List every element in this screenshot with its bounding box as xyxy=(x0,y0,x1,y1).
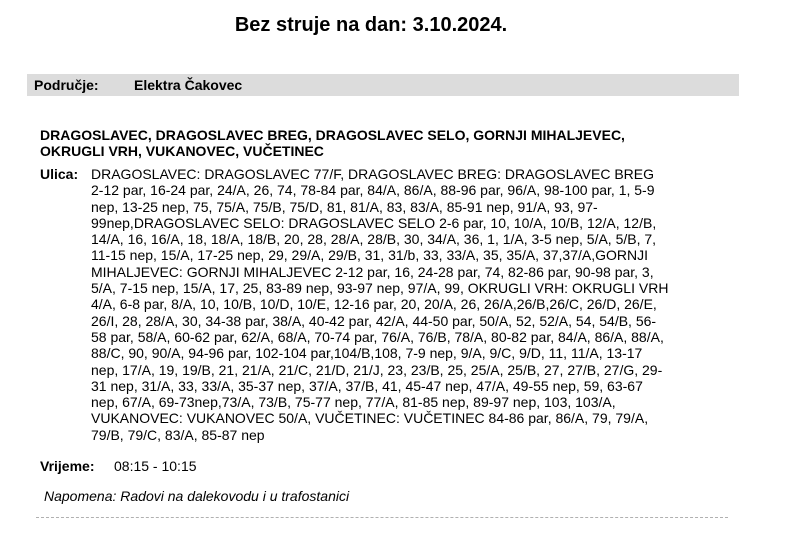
settlements-heading: DRAGOSLAVEC, DRAGOSLAVEC BREG, DRAGOSLAVEC SELO, GORNJI MIHALJEVEC, OKRUGLI VRH, VUKANOVEC, VUČETINEC xyxy=(40,127,625,159)
note-text: Napomena: Radovi na dalekovodu i u trafostanici xyxy=(44,488,350,504)
area-label: Područje: xyxy=(34,77,99,93)
area-bar xyxy=(27,74,739,96)
time-value: 08:15 - 10:15 xyxy=(114,458,197,474)
street-label: Ulica: xyxy=(40,166,79,182)
divider xyxy=(36,517,728,518)
street-list: DRAGOSLAVEC: DRAGOSLAVEC 77/F, DRAGOSLAVEC BREG: DRAGOSLAVEC BREG 2-12 par, 16-24 par, 24/A, 26, 74, 78-84 par, 84/A, 86/A, 88-96 par, 96/A, 98-100 par, 1, 5-9 nep, 13-25 nep, 75, 75/A, 75/B, 75/D, 81, 81/A, 83, 83/A, 85-91 nep, 91/A, 93, 97- 99nep,DRAGOSLAVEC SELO: DRAGOSLAVEC SELO 2-6 par, 10, 10/A, 10/B, 12/A, 12/B, 14/A, 16, 16/A, 18, 18/A, 18/B, 20, 28, 28/A, 28/B, 30, 34/A, 36, 1, 1/A, 3-5 nep, 5/A, 5/B, 7, 11-15 nep, 15/A, 17-25 nep, 29, 29/A, 29/B, 31, 31/b, 33, 33/A, 35, 35/A, 37,37/A,GORNJI MIHALJEVEC: GORNJI MIHALJEVEC 2-12 par, 16, 24-28 par, 74, 82-86 par, 90-98 par, 3, 5/A, 7-15 nep, 15/A, 17, 25, 83-89 nep, 93-97 nep, 97/A, 99, OKRUGLI VRH: OKRUGLI VRH 4/A, 6-8 par, 8/A, 10, 10/B, 10/D, 10/E, 12-16 par, 20, 20/A, 26, 26/A,26/B,26/C, 26/D, 26/E, 26/I, 28, 28/A, 30, 34-38 par, 38/A, 40-42 par, 42/A, 44-50 par, 50/A, 52, 52/A, 54, 54/B, 56- 58 par, 58/A, 60-62 par, 62/A, 68/A, 70-74 par, 76/A, 76/B, 78/A, 80-82 par, 84/A, 86/A, 88/A, 88/C, 90, 90/A, 94-96 par, 102-104 par,104/B,108, 7-9 nep, 9/A, 9/C, 9/D, 11, 11/A, 13-17 nep, 17/A, 19, 19/B, 21, 21/A, 21/C, 21/D, 21/J, 23, 23/B, 25, 25/A, 25/B, 27, 27/B, 27/G, 29- 31 nep, 31/A, 33, 33/A, 35-37 nep, 37/A, 37/B, 41, 45-47 nep, 47/A, 49-55 nep, 59, 63-67 nep, 67/A, 69-73nep,73/A, 73/B, 75-77 nep, 77/A, 81-85 nep, 89-97 nep, 103, 103/A, VUKANOVEC: VUKANOVEC 50/A, VUČETINEC: VUČETINEC 84-86 par, 86/A, 79, 79/A, 79/B, 79/C, 83/A, 85-87 nep xyxy=(91,166,669,443)
time-label: Vrijeme: xyxy=(40,458,95,474)
page-title: Bez struje na dan: 3.10.2024. xyxy=(234,14,508,36)
area-value: Elektra Čakovec xyxy=(134,77,243,93)
